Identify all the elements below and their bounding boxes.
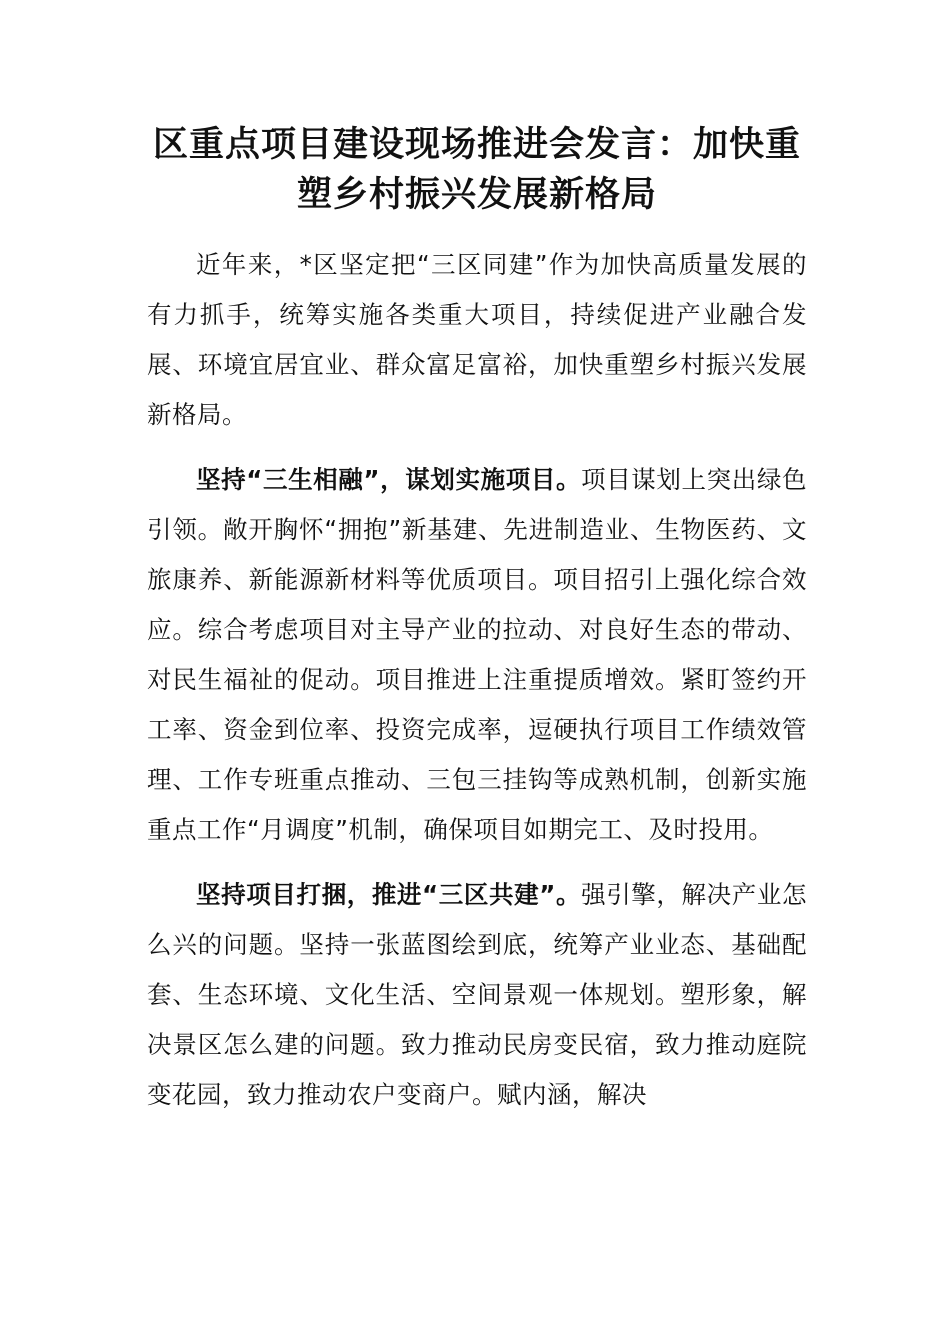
document-title	[147, 120, 807, 220]
title-line-2: 塑乡村振兴发展新格局	[296, 174, 657, 215]
section-2-heading: 坚持项目打捆，推进“三区共建”。	[196, 880, 582, 909]
paragraph-section-2	[147, 870, 807, 1120]
paragraph-intro	[147, 240, 807, 440]
document-page	[147, 120, 807, 1135]
section-1-text: 项目谋划上突出绿色引领。敞开胸怀“拥抱”新基建、先进制造业、生物医药、文旅康养、新能源新材料等优质项目。项目招引上强化综合效应。综合考虑项目对主导产业的拉动、对良好生态的带动、对民生福祉的促动。项目推进上注重提质增效。紧盯签约开工率、资金到位率、投资完成率，逗硬执行项目工作绩效管理、工作专班重点推动、三包三挂钩等成熟机制，创新实施重点工作“月调度”机制，确保项目如期完工、及时投用。	[147, 465, 808, 844]
section-2-text: 强引擎，解决产业怎么兴的问题。坚持一张蓝图绘到底，统筹产业业态、基础配套、生态环境、文化生活、空间景观一体规划。塑形象，解决景区怎么建的问题。致力推动民房变民宿，致力推动庭院变花园，致力推动农户变商户。赋内涵，解决	[147, 880, 808, 1109]
paragraph-intro-text: 近年来，*区坚定把“三区同建”作为加快高质量发展的有力抓手，统筹实施各类重大项目，持续促进产业融合发展、环境宜居宜业、群众富足富裕，加快重塑乡村振兴发展新格局。	[147, 250, 807, 429]
section-1-heading: 坚持“三生相融”，谋划实施项目。	[196, 465, 582, 494]
title-line-1: 区重点项目建设现场推进会发言：加快重	[152, 124, 801, 165]
paragraph-section-1	[147, 455, 807, 855]
